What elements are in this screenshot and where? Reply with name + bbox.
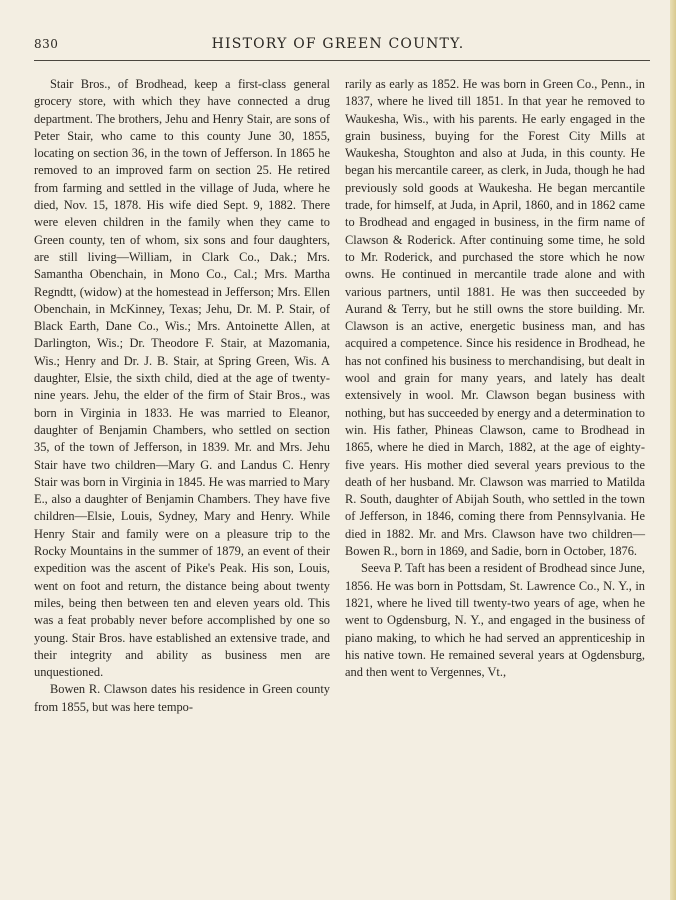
paragraph-clawson-start: Bowen R. Clawson dates his residence in Green county from 1855, but was here tempo- bbox=[34, 682, 330, 714]
paragraph-stair-bros: Stair Bros., of Brodhead, keep a first-class general grocery store, with which they have connected a drug department. The brothers, Jehu and Henry Stair, are sons of Peter Stair, who came to this county June 30, 1855, locating on section 36, in the town of Jefferson. In 1865 he removed to an improved farm on section 25. He retired from farming and settled in the village of Juda, where he died, Nov. 15, 1878. His wife died Sept. 9, 1882. There were eleven children in the family when they came to Green county, ten of whom, six sons and four daughters, are still living—William, in Clark Co., Dak.; Mrs. Samantha Obenchain, in Mono Co., Cal.; Mrs. Martha Regndtt, (widow) at the homestead in Jefferson; Mrs. Ellen Obenchain, in McKinney, Texas; Jehu, Dr. M. P. Stair, of Black Earth, Dane Co., Wis.; Mrs. Antoinette Allen, at Darlington, Wis.; Dr. Theodore F. Stair, at Mazomania, Wis.; Henry and Dr. J. B. Stair, at Spring Green, Wis. A daughter, Elsie, the sixth child, died at the age of twenty-nine years. Jehu, the elder of the firm of Stair Bros., was born in Virginia in 1833. He was married to Eleanor, daughter of Benjamin Chambers, who settled on section 35, of the town of Jefferson, in 1839. Mr. and Mrs. Jehu Stair have two children—Mary G. and Landus C. Henry Stair was born in Virginia in 1845. He was married to Mary E., also a daughter of Benjamin Chambers. They have five children—Elsie, Louis, Sydney, Mary and Henry. While Henry Stair and family were on a pleasure trip to the Rocky Mountains in the summer of 1879, an event of their expedition was the ascent of Pike's Peak. His son, Louis, went on foot and return, the distance being about twenty miles, being then between ten and eleven years old. This was a feat probably never before accomplished by one so young. Stair Bros. have established an extensive trade, and their integrity and ability as business men are unquestioned. bbox=[34, 77, 330, 680]
right-column bbox=[345, 76, 645, 681]
left-column bbox=[34, 76, 330, 716]
running-title: HISTORY OF GREEN COUNTY. bbox=[211, 36, 465, 52]
page-number: 830 bbox=[34, 37, 59, 51]
paragraph-taft: Seeva P. Taft has been a resident of Brodhead since June, 1856. He was born in Pottsdam, St. Lawrence Co., N. Y., in 1821, where he lived till twenty-two years of age, when he went to Ogdensburg, N. Y., and engaged in the business of piano making, to which he had served an apprenticeship in his native town. He remained several years at Ogdensburg, and then went to Vergennes, Vt., bbox=[345, 561, 645, 680]
paragraph-clawson-continued: rarily as early as 1852. He was born in Green Co., Penn., in 1837, where he lived till 1851. In that year he removed to Waukesha, Wis., with his parents. He early engaged in the grain business, buying for the Forest City Mills at Waukesha, Stoughton and also at Juda, in this county. He began his mercantile career, as clerk, in Juda, though he had previously sold goods at Waukesha. He began mercantile trade, for himself, at Juda, in April, 1860, and in 1862 came to Brodhead and engaged in business, in the firm name of Clawson & Roderick. After continuing some time, he sold to Mr. Roderick, and purchased the store which he now owns. He continued in mercantile trade alone and with various partners, until 1881. He was then succeeded by Aurand & Terry, but he still owns the store building. Mr. Clawson is an active, energetic business man, and has acquired a competence. Since his residence in Brodhead, he has not confined his business to merchandising, but dealt in wool and grain for many years, and lately has dealt extensively in wool. Mr. Clawson began business with nothing, but has succeeded by energy and a determination to win. His father, Phineas Clawson, came to Brodhead in 1865, where he died in March, 1882, at the age of eighty-five years. His mother died several years previous to the death of her husband. Mr. Clawson was married to Matilda R. South, daughter of Abijah South, who settled in the town of Jefferson, in 1846, coming there from Pennsylvania. He died in 1882. Mr. and Mrs. Clawson have two children—Bowen R., born in 1869, and Sadie, born in October, 1876. bbox=[345, 77, 645, 559]
page-edge bbox=[670, 0, 676, 900]
header-rule bbox=[34, 60, 650, 61]
